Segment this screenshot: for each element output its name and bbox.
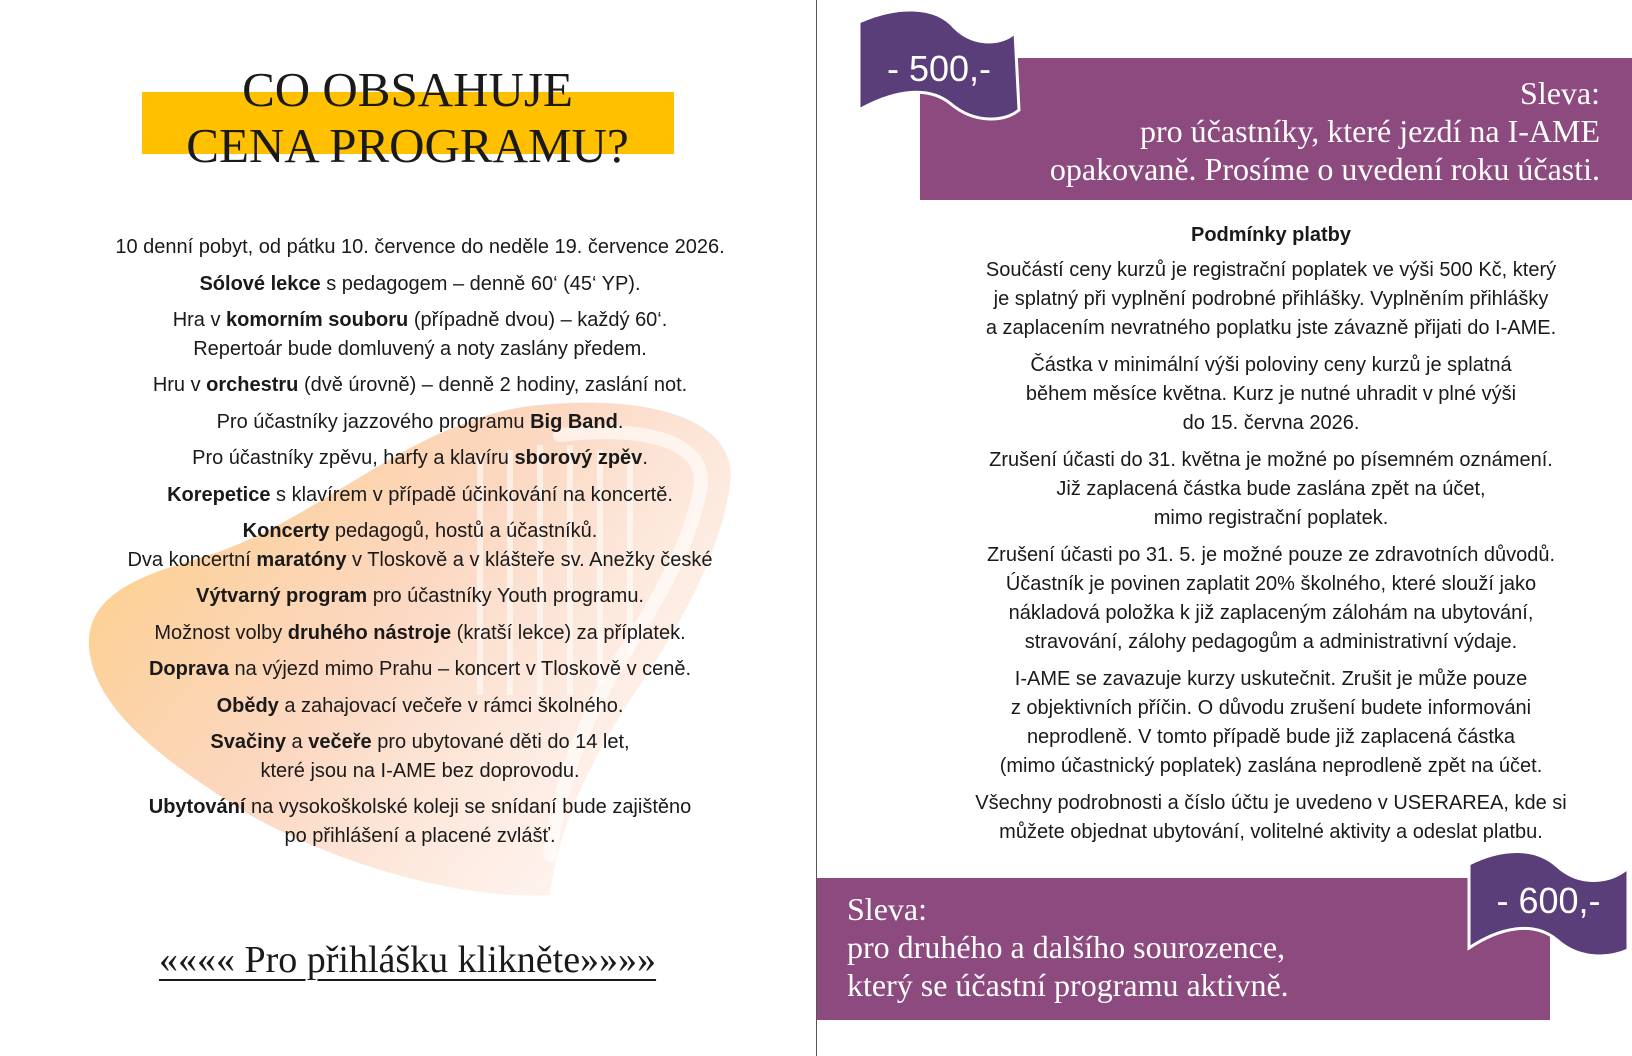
discount-label: Sleva: <box>847 891 927 927</box>
item-text: Možnost volby <box>154 621 288 644</box>
list-item <box>20 270 820 299</box>
item-text: pro účastníky Youth programu. <box>367 585 644 607</box>
item-text: (případně dvou) – každý 60‘. <box>408 309 668 331</box>
paragraph-line: (mimo účastnický poplatek) zaslána neprodleně zpět na účet. <box>999 755 1543 777</box>
item-text: po přihlášení a placené zvlášť. <box>284 824 556 847</box>
discount-text <box>1050 74 1600 188</box>
payment-title: Podmínky platby <box>1190 224 1352 246</box>
paragraph-line: Všechny podrobnosti a číslo účtu je uvedeno v USERAREA, kde si <box>975 792 1567 814</box>
paragraph-line: Již zaplacená částka bude zaslána zpět na účet, <box>1056 478 1486 500</box>
title-line-1: CO OBSAHUJE <box>242 62 573 117</box>
payment-paragraph <box>910 446 1632 533</box>
item-text: v Tloskově a v klášteře sv. Anežky české <box>346 548 713 571</box>
paragraph-line: z objektivních příčin. O důvodu zrušení budete informováni <box>1010 697 1532 719</box>
list-item <box>20 233 820 262</box>
payment-paragraph <box>910 541 1632 657</box>
payment-paragraph <box>910 256 1632 343</box>
item-text: . <box>642 447 648 469</box>
discount-amount-flag <box>855 10 1023 122</box>
item-text: s klavírem v případě účinkování na koncertě. <box>270 483 673 506</box>
list-item <box>20 692 820 721</box>
discount-banner-siblings <box>817 878 1550 1020</box>
paragraph-line: Zrušení účasti do 31. května je možné po písemném oznámení. <box>989 449 1553 471</box>
page-title <box>0 62 815 174</box>
item-text: Pro účastníky jazzového programu <box>216 410 531 433</box>
item-text: (kratší lekce) za příplatek. <box>451 621 686 644</box>
list-item <box>20 408 820 437</box>
item-text: Hru v <box>152 374 207 396</box>
list-item <box>20 728 820 785</box>
paragraph-line: nákladová položka k již zaplaceným zálohám na ubytování, <box>1008 602 1534 624</box>
highlighted-term: Doprava <box>148 658 229 680</box>
list-item <box>20 371 820 400</box>
item-text: (dvě úrovně) – denně 2 hodiny, zaslání not. <box>298 374 688 396</box>
discount-label: Sleva: <box>1520 75 1600 111</box>
item-text: Repertoár bude domluvený a noty zaslány předem. <box>193 337 647 360</box>
list-item <box>20 619 820 648</box>
highlighted-term: Koncerty <box>242 520 330 542</box>
discount-line: pro druhého a dalšího sourozence, <box>847 929 1286 965</box>
item-text: a <box>285 731 309 753</box>
paragraph-line: a zaplacením nevratného poplatku jste závazně přijati do I-AME. <box>985 317 1557 339</box>
payment-paragraph <box>910 789 1632 847</box>
highlighted-term: večeře <box>308 731 372 753</box>
highlighted-term: Výtvarný program <box>195 585 368 607</box>
item-text: Hra v <box>172 309 227 331</box>
discount-amount: - 500,- <box>886 48 992 89</box>
payment-conditions <box>910 222 1632 855</box>
item-text: Dva koncertní <box>127 548 257 571</box>
paragraph-line: I-AME se zavazuje kurzy uskutečnit. Zrušit je může pouze <box>1014 668 1528 690</box>
title-line-2: CENA PROGRAMU? <box>186 118 629 173</box>
item-text: . <box>617 410 624 433</box>
payment-paragraphs <box>910 256 1632 847</box>
payment-paragraph <box>910 665 1632 781</box>
highlighted-term: orchestru <box>206 374 299 396</box>
item-text: Pro účastníky zpěvu, harfy a klavíru <box>192 447 515 469</box>
paragraph-line: stravování, zálohy pedagogům a administrativní výdaje. <box>1024 631 1518 653</box>
paragraph-line: Součástí ceny kurzů je registrační poplatek ve výši 500 Kč, který <box>985 259 1557 281</box>
highlighted-term: Sólové lekce <box>199 272 321 295</box>
list-item <box>20 481 820 510</box>
payment-paragraph <box>910 351 1632 438</box>
left-page <box>0 0 815 1056</box>
paragraph-line: neprodleně. V tomto případě bude již zaplacená částka <box>1026 726 1516 748</box>
paragraph-line: můžete objednat ubytování, volitelné aktivity a odeslat platbu. <box>999 821 1543 843</box>
discount-line: který se účastní programu aktivně. <box>847 967 1289 1003</box>
highlighted-term: Svačiny <box>210 731 286 753</box>
paragraph-line: mimo registrační poplatek. <box>1153 507 1389 529</box>
paragraph-line: je splatný při vyplnění podrobné přihlášky. Vyplněním přihlášky <box>993 288 1549 310</box>
list-item <box>20 655 820 684</box>
list-item <box>20 582 820 611</box>
discount-amount: - 600,- <box>1496 880 1601 921</box>
item-text: které jsou na I-AME bez doprovodu. <box>260 759 580 782</box>
highlighted-term: Korepetice <box>167 483 271 506</box>
highlighted-term: sborový zpěv <box>514 447 643 469</box>
highlighted-term: Obědy <box>216 694 279 717</box>
list-item <box>20 793 820 850</box>
paragraph-line: Účastník je povinen zaplatit 20% školného, které slouží jako <box>1005 573 1537 595</box>
item-text: pro ubytované děti do 14 let, <box>371 731 630 753</box>
list-item <box>20 306 820 363</box>
paragraph-line: do 15. června 2026. <box>1182 412 1360 434</box>
price-includes-list <box>20 233 820 858</box>
list-item <box>20 517 820 574</box>
highlighted-term: druhého nástroje <box>287 621 452 644</box>
highlighted-term: Ubytování <box>148 796 246 818</box>
discount-text <box>847 890 1289 1004</box>
paragraph-line: Zrušení účasti po 31. 5. je možné pouze ze zdravotních důvodů. <box>986 544 1556 566</box>
item-text: na vysokoškolské koleji se snídaní bude zajištěno <box>245 796 692 818</box>
discount-line: opakovaně. Prosíme o uvedení roku účasti. <box>1049 151 1600 187</box>
discount-banner-returning <box>920 58 1632 200</box>
item-text: s pedagogem – denně 60‘ (45‘ YP). <box>320 272 641 295</box>
paragraph-line: během měsíce května. Kurz je nutné uhradit v plné výši <box>1025 383 1517 405</box>
item-text: a zahajovací večeře v rámci školného. <box>278 694 624 717</box>
highlighted-term: komorním souboru <box>226 309 409 331</box>
discount-line: pro účastníky, které jezdí na I-AME <box>1140 113 1600 149</box>
item-text: 10 denní pobyt, od pátku 10. července do neděle 19. července 2026. <box>115 236 725 258</box>
list-item <box>20 444 820 473</box>
highlighted-term: Big Band <box>530 410 618 433</box>
paragraph-line: Částka v minimální výši poloviny ceny kurzů je splatná <box>1030 354 1512 376</box>
item-text: na výjezd mimo Prahu – koncert v Tloskově v ceně. <box>228 658 692 680</box>
discount-amount-flag <box>1465 850 1632 958</box>
registration-link[interactable]: «««« Pro přihlášku klikněte»»»» <box>158 939 657 981</box>
highlighted-term: maratóny <box>256 548 347 571</box>
item-text: pedagogů, hostů a účastníků. <box>329 520 598 542</box>
